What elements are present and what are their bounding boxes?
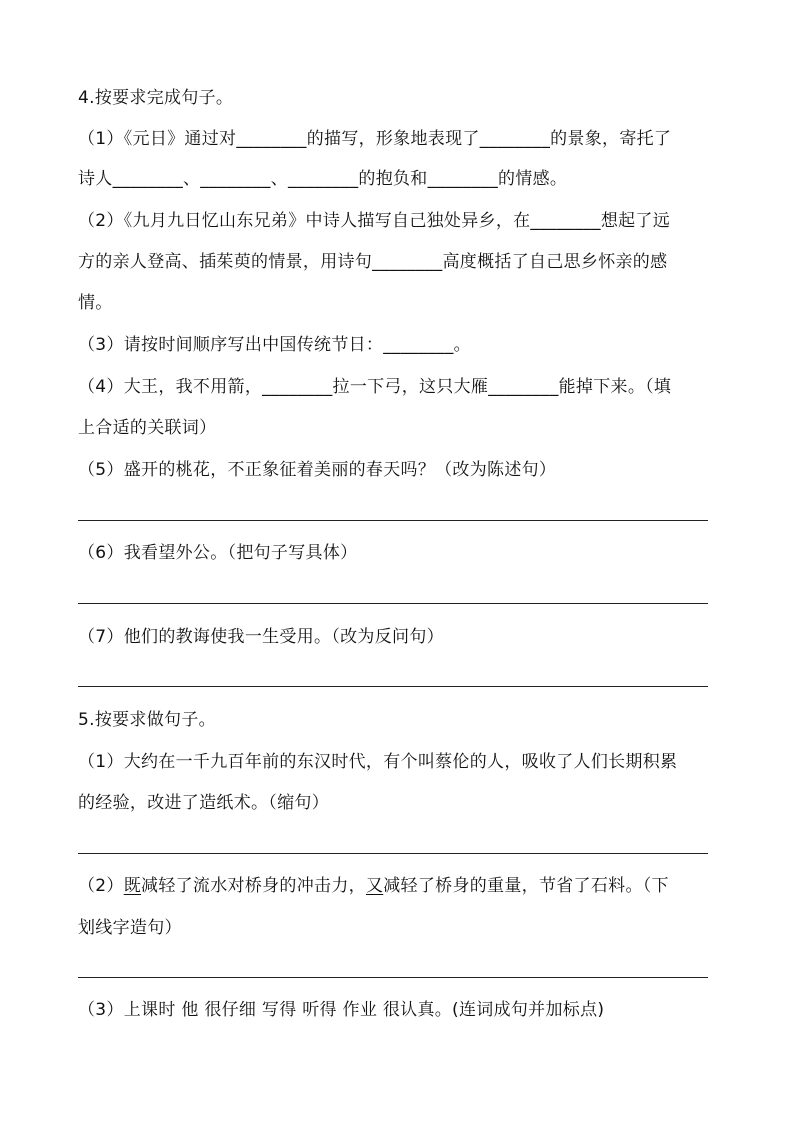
answer-line[interactable] [78,686,708,687]
answer-line[interactable] [78,520,708,521]
question-4-item-1-line-2: 诗人________、________、________的抱负和________的情感。 [78,169,568,189]
underlined-character: 又 [365,876,384,896]
question-5-item-3: （3）上课时 他 很仔细 写得 听得 作业 很认真。(连词成句并加标点) [78,1000,605,1020]
question-4-item-1-line-1: （1）《元日》通过对________的描写，形象地表现了________的景象，寄托了 [78,129,672,149]
question-4-item-2-line-1: （2）《九月九日忆山东兄弟》中诗人描写自己独处异乡，在________想起了远 [78,211,671,231]
answer-line[interactable] [78,977,708,978]
question-5-item-2-line-2: 划线字造句） [78,918,182,938]
question-4-item-4-line-2: 上合适的关联词） [78,418,217,438]
item-2-prefix: （2） [78,876,124,896]
question-5-item-1-line-2: 的经验，改进了造纸术。（缩句） [78,793,329,813]
question-4-item-2-line-2: 方的亲人登高、插茱萸的情景，用诗句________高度概括了自己思乡怀亲的感 [78,252,668,272]
question-4-item-2-line-3: 情。 [78,293,113,313]
answer-line[interactable] [78,853,708,854]
question-5-heading: 5.按要求做句子。 [78,710,216,730]
question-4-item-4-line-1: （4）大王，我不用箭，________拉一下弓，这只大雁________能掉下来。（填 [78,377,672,397]
item-2-middle: 减轻了流水对桥身的冲击力， [141,876,366,896]
question-4-item-7: （7）他们的教诲使我一生受用。（改为反问句） [78,627,444,647]
question-4-heading: 4.按要求完成句子。 [78,88,234,108]
question-5-item-1-line-1: （1）大约在一千九百年前的东汉时代，有个叫蔡伦的人，吸收了人们长期积累 [78,752,678,772]
question-4-item-6: （6）我看望外公。（把句子写具体） [78,543,358,563]
answer-line[interactable] [78,603,708,604]
underlined-character: 既 [123,876,142,896]
question-4-item-3: （3）请按时间顺序写出中国传统节日：________。 [78,335,471,355]
question-5-item-2-line-1 [78,874,669,898]
question-4-item-5: （5）盛开的桃花，不正象征着美丽的春天吗？（改为陈述句） [78,460,557,480]
item-2-suffix: 减轻了桥身的重量，节省了石料。（下 [383,876,669,896]
